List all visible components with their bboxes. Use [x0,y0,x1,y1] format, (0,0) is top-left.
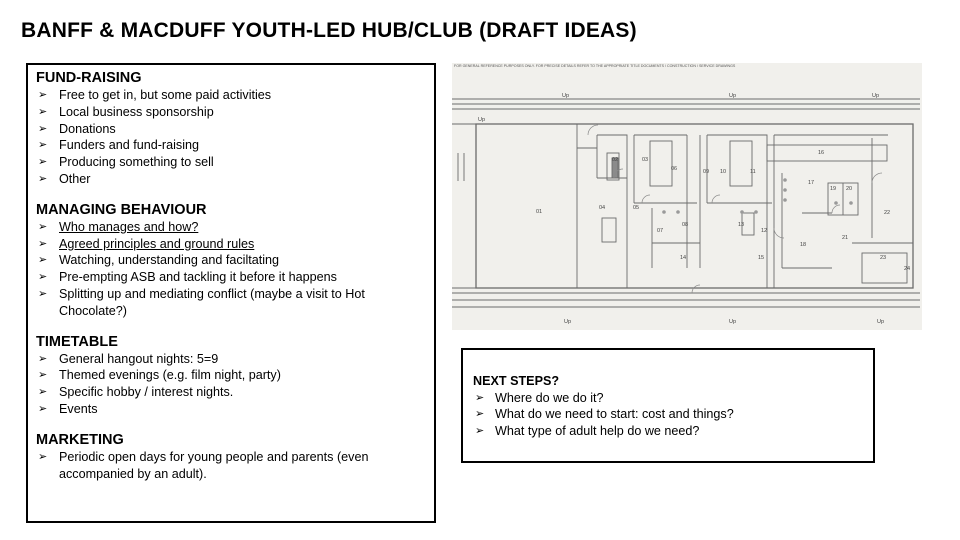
plan-header-note: FOR GENERAL REFERENCE PURPOSES ONLY. FOR PRECISE DETAILS REFER TO THE APPROPRIATE TITLE DOCUMENTS / CONSTRUCTION / SERVICE DRAWINGS [454,64,736,68]
room-label: 11 [750,169,756,175]
list-item: ➢ Periodic open days for young people and parents (even accompanied by an adult). [38,449,369,481]
up-label: Up [872,93,880,99]
floor-plan-image [452,63,922,330]
room-label: 16 [818,150,825,156]
arrow-bullet-icon: ➢ [38,402,48,415]
room-label: 15 [758,255,765,261]
arrow-bullet-icon: ➢ [38,271,48,284]
arrow-bullet-icon: ➢ [38,352,48,365]
list-item: ➢ What type of adult help do we need? [475,423,700,438]
room-label: 08 [682,222,689,228]
list-item: ➢ Themed evenings (e.g. film night, party) [38,368,281,383]
behaviour-section [36,201,426,320]
room-label: 17 [808,180,815,186]
list-item: ➢ What do we need to start: cost and things? [475,407,734,421]
arrow-bullet-icon: ➢ [475,391,485,404]
list-item: ➢ Local business sponsorship [38,104,214,119]
arrow-bullet-icon: ➢ [38,369,48,382]
room-label: 02 [612,157,619,163]
room-label: 24 [904,266,911,272]
ideas-panel [26,63,436,523]
up-label: Up [729,93,737,99]
list-item: ➢ Events [38,401,98,416]
list-item: ➢ Pre-empting ASB and tackling it before it happens [38,270,337,285]
up-label: Up [562,93,570,99]
list-item: ➢ Donations [38,121,116,136]
room-label: 05 [633,205,640,211]
room-label: 20 [846,186,853,192]
arrow-bullet-icon: ➢ [38,122,48,135]
arrow-bullet-icon: ➢ [38,105,48,118]
fundraising-section [36,69,426,188]
room-label: 04 [599,205,606,211]
arrow-bullet-icon: ➢ [38,139,48,152]
room-label: 06 [671,166,678,172]
arrow-bullet-icon: ➢ [38,156,48,169]
timetable-section [36,333,426,418]
arrow-bullet-icon: ➢ [38,89,48,101]
arrow-bullet-icon: ➢ [38,287,48,300]
arrow-bullet-icon: ➢ [38,237,48,250]
room-label: 21 [842,235,849,241]
arrow-bullet-icon: ➢ [38,450,48,463]
next-steps-heading: NEXT STEPS? [473,374,560,388]
list-item: ➢ General hangout nights: 5=9 [38,351,219,366]
up-label: Up [478,117,486,123]
list-item: ➢ Watching, understanding and faciltating [38,253,280,268]
arrow-bullet-icon: ➢ [38,172,48,185]
room-label: 22 [884,210,891,216]
list-item: ➢ Splitting up and mediating conflict (maybe a visit to Hot Chocolate?) [38,286,365,318]
room-label: 18 [800,242,807,248]
page-title: BANFF & MACDUFF YOUTH-LED HUB/CLUB (DRAFT IDEAS) [21,19,637,42]
arrow-bullet-icon: ➢ [475,408,485,420]
arrow-bullet-icon: ➢ [38,386,48,399]
list-item: ➢ Other [38,171,91,186]
list-item: ➢ Who manages and how? [38,219,199,234]
arrow-bullet-icon: ➢ [475,424,485,437]
marketing-heading: MARKETING [36,431,124,448]
up-label: Up [564,319,572,325]
list-item: ➢ Producing something to sell [38,155,214,170]
fundraising-heading: FUND-RAISING [36,70,142,86]
next-steps-panel [461,348,875,463]
list-item: ➢ Funders and fund-raising [38,138,200,153]
arrow-bullet-icon: ➢ [38,220,48,233]
room-label: 23 [880,255,887,261]
room-label: 01 [536,209,543,215]
up-label: Up [729,319,737,325]
room-label: 07 [657,228,664,234]
list-item: ➢ Where do we do it? [475,390,604,405]
up-label: Up [877,319,885,325]
room-label: 12 [761,228,768,234]
room-label: 14 [680,255,687,261]
marketing-section [36,431,426,483]
behaviour-heading: MANAGING BEHAVIOUR [36,201,207,218]
room-label: 19 [830,186,837,192]
room-label: 09 [703,169,710,175]
list-item: ➢ Agreed principles and ground rules [38,236,255,251]
list-item: ➢ Free to get in, but some paid activities [38,88,272,102]
room-label: 13 [738,222,745,228]
timetable-heading: TIMETABLE [36,333,118,350]
room-label: 10 [720,169,727,175]
room-label: 03 [642,157,649,163]
arrow-bullet-icon: ➢ [38,254,48,267]
list-item: ➢ Specific hobby / interest nights. [38,385,234,400]
